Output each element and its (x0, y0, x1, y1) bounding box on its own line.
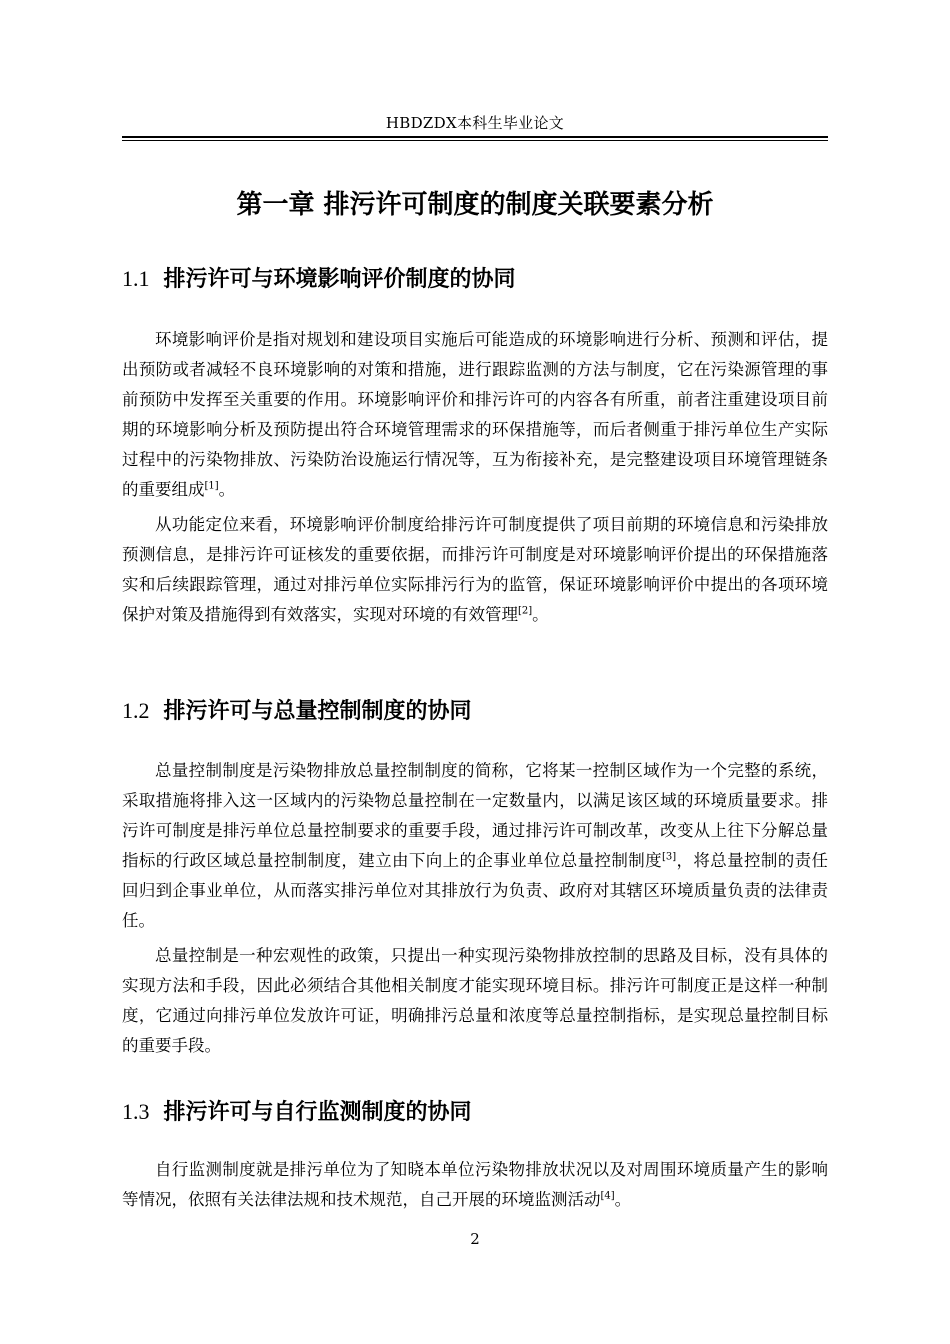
section-heading-1-2 (122, 694, 828, 725)
paragraph-text: 总量控制制度是污染物排放总量控制制度的简称，它将某一控制区域作为一个完整的系统，采取措施将排入这一区域内的污染物总量控制在一定数量内，以满足该区域的环境质量要求。排污许可制度是排污单位总量控制要求的重要手段，通过排污许可制改革，改变从上往下分解总量指标的行政区域总量控制制度，建立由下向上的企事业单位总量控制制度 (122, 761, 828, 870)
paragraph-text-tail: 。 (614, 1190, 632, 1209)
paragraph (122, 510, 828, 630)
section-heading-1-3 (122, 1095, 828, 1126)
section-number: 1.3 (122, 1099, 150, 1124)
section-heading-1-1 (122, 262, 828, 293)
header-rule-thick (122, 136, 828, 138)
paragraph-text: 总量控制是一种宏观性的政策，只提出一种实现污染物排放控制的思路及目标，没有具体的实现方法和手段，因此必须结合其他相关制度才能实现环境目标。排污许可制度正是这样一种制度，它通过向排污单位发放许可证，明确排污总量和浓度等总量控制指标，是实现总量控制目标的重要手段。 (122, 946, 828, 1055)
paragraph-text: 环境影响评价是指对规划和建设项目实施后可能造成的环境影响进行分析、预测和评估，提出预防或者减轻不良环境影响的对策和措施，进行跟踪监测的方法与制度，它在污染源管理的事前预防中发挥至关重要的作用。环境影响评价和排污许可的内容各有所重，前者注重建设项目前期的环境影响分析及预防提出符合环境管理需求的环保措施等，而后者侧重于排污单位生产实际过程中的污染物排放、污染防治设施运行情况等，互为衔接补充，是完整建设项目环境管理链条的重要组成 (122, 330, 828, 499)
citation[interactable]: [3] (661, 851, 677, 863)
paragraph-text-tail: ，将总量控制的责任回归到企事业单位，从而落实排污单位对其排放行为负责、政府对其辖区环境质量负责的法律责任。 (122, 851, 829, 930)
paragraph-text-tail: 。 (532, 605, 549, 624)
citation[interactable]: [4] (600, 1190, 615, 1202)
paragraph (122, 941, 828, 1061)
running-header: HBDZDX本科生毕业论文 (385, 114, 565, 132)
paragraph-text-tail: 。 (218, 480, 236, 499)
section-title: 排污许可与总量控制制度的协同 (163, 699, 472, 724)
chapter-title: 第一章 排污许可制度的制度关联要素分析 (236, 190, 714, 220)
citation[interactable]: [2] (518, 605, 533, 617)
paragraph-text: 自行监测制度就是排污单位为了知晓本单位污染物排放状况以及对周围环境质量产生的影响等情况，依照有关法律法规和技术规范，自己开展的环境监测活动 (122, 1160, 828, 1209)
page-number: 2 (470, 1230, 480, 1248)
section-title: 排污许可与环境影响评价制度的协同 (163, 267, 516, 292)
section-title: 排污许可与自行监测制度的协同 (163, 1100, 472, 1125)
section-number: 1.2 (122, 698, 150, 723)
paragraph (122, 1155, 828, 1215)
paragraph (122, 756, 828, 936)
citation[interactable]: [1] (204, 480, 219, 492)
paragraph-text: 从功能定位来看，环境影响评价制度给排污许可制度提供了项目前期的环境信息和污染排放预测信息，是排污许可证核发的重要依据，而排污许可制度是对环境影响评价提出的环保措施落实和后续跟踪管理，通过对排污单位实际排污行为的监管，保证环境影响评价中提出的各项环境保护对策及措施得到有效落实，实现对环境的有效管理 (122, 515, 828, 624)
section-number: 1.1 (122, 266, 150, 291)
header-rule-thin (122, 140, 828, 141)
paragraph (122, 325, 828, 505)
